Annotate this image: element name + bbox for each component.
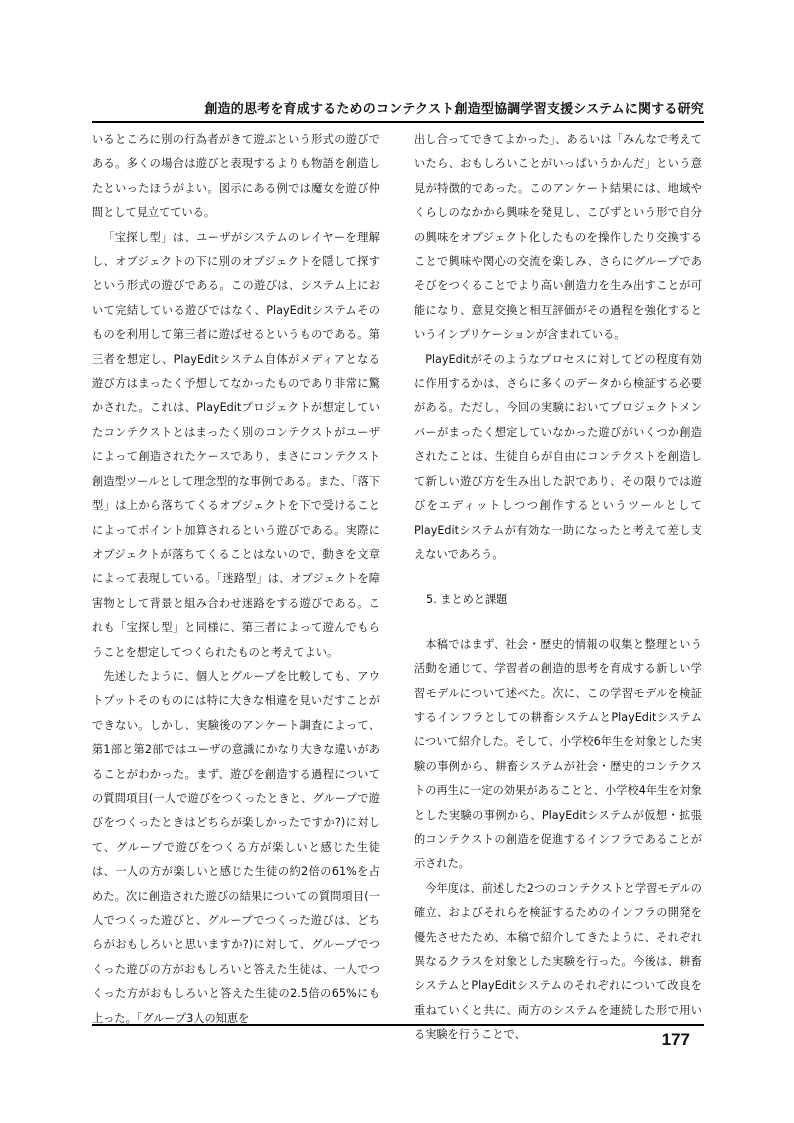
running-header-title: 創造的思考を育成するためのコンテクスト創造型協調学習支援システムに関する研究 [204,102,704,117]
header-rule [92,121,704,123]
right-column [414,128,702,1048]
body-paragraph: 「宝探し型」は、ユーザがシステムのレイヤーを理解し、オブジェクトの下に別のオブジェクトを隠して探すという形式の遊びである。この遊びは、システム上において完結している遊びではなく、PlayEditシステムそのものを利用して第三者に遊ばせるというものである。第三者を想定し、PlayEditシステム自体がメディアとなる遊び方はまったく予想してなかったものであり非常に驚かされた。これは、PlayEditプロジェクトが想定していたコンテクストとはまったく別のコンテクストがユーザによって創造されたケースであり、まさにコンテクスト創造型ツールとして理念型的な事例である。また、「落下型」は上から落ちてくるオブジェクトを下で受けることによってポイント加算されるという遊びである。実際にオブジェクトが落ちてくることはないので、動きを文章によって表現している。「迷路型」は、オブジェクトを障害物として背景と組み合わせ迷路をする遊びである。これも「宝探し型」と同様に、第三者によって遊んでもらうことを想定してつくられたものと考えてよい。 [92,230,380,659]
section-heading: 5. まとめと課題 [426,593,508,607]
body-paragraph: 先述したように、個人とグループを比較しても、アウトプットそのものには特に大きな相違を見いだすことができない。しかし、実験後のアンケート調査によって、第1部と第2部ではユーザの意識にかなり大きな違いがあることがわかった。まず、遊びを創造する過程についての質問項目(一人で遊びをつくったときと、グループで遊びをつくったときはどちらが楽しかったですか?)に対して、グループで遊びをつくる方が楽しいと感じた生徒は、一人の方が楽しいと感じた生徒の約2倍の61%を占めた。次に創造された遊びの結果についての質問項目(一人でつくった遊びと、グループでつくった遊びは、どちらがおもしろいと思いますか?)に対して、グループでつくった遊びの方がおもしろいと答えた生徒は、一人でつくった方がおもしろいと答えた生徒の2.5倍の65%にも上った。「グループ3人の知恵を [92,669,380,1025]
left-column [92,128,380,1031]
body-paragraph: 出し合ってできてよかった」、あるいは「みんなで考えていたら、おもしろいことがいっぱいうかんだ」という意見が特徴的であった。このアンケート結果には、地域やくらしのなかから興味を発見し、こびずという形で自分の興味をオブジェクト化したものを操作したり交換することで興味や関心の交流を楽しみ、さらにグループであそびをつくることでより高い創造力を生み出すことが可能になり、意見交換と相互評価がその過程を強化するというインプリケーションが含まれている。 [414,133,702,342]
body-paragraph: 本稿ではまず、社会・歴史的情報の収集と整理という活動を通じて、学習者の創造的思考を育成する新しい学習モデルについて述べた。次に、この学習モデルを検証するインフラとしての耕畜システムとPlayEditシステムについて紹介した。そして、小学校6年生を対象とした実験の事例から、耕畜システムが社会・歴史的コンテクストの再生に一定の効果があることと、小学校4年生を対象とした実験の事例から、PlayEditシステムが仮想・拡張的コンテクストの創造を促進するインフラであることが示された。 [414,637,702,871]
footer-rule [92,1024,704,1026]
body-paragraph: PlayEditがそのようなプロセスに対してどの程度有効に作用するかは、さらに多くのデータから検証する必要がある。ただし、今回の実験においてプロジェクトメンバーがまったく想定していなかった遊びがいくつか創造されたことは、生徒自らが自由にコンテクストを創造して新しい遊び方を生み出した訳であり、その限りでは遊びをエディットしつつ創作するというツールとしてPlayEditシステムが有効な一助になったと考えて差し支えないであろう。 [414,352,702,561]
body-paragraph: 今年度は、前述した2つのコンテクストと学習モデルの確立、およびそれらを検証するためのインフラの開発を優先させたため、本稿で紹介してきたように、それぞれ異なるクラスを対象とした実験を行った。今後は、耕畜システムとPlayEditシステムのそれぞれについて改良を重ねていくと共に、両方のシステムを連続した形で用いる実験を行うことで、 [414,881,702,1042]
body-paragraph: いるところに別の行為者がきて遊ぶという形式の遊びである。多くの場合は遊びと表現するよりも物語を創造したといったほうがよい。図示にある例では魔女を遊び仲間として見立てている。 [92,133,380,220]
page-number: 177 [661,1030,690,1049]
